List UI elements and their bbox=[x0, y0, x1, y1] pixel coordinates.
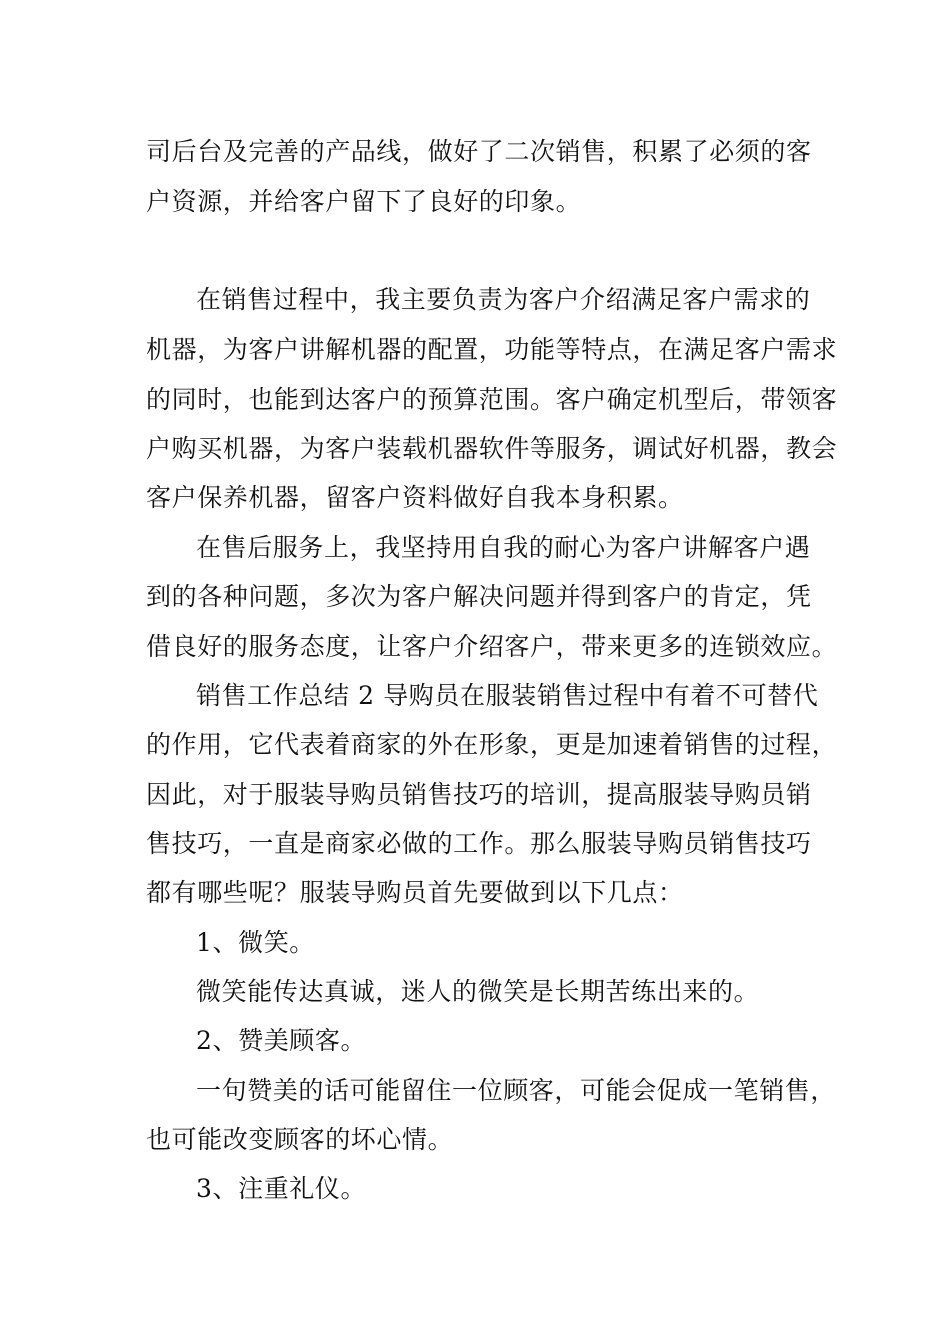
text-line-3: 在销售过程中，我主要负责为客户介绍满足客户需求的 bbox=[196, 285, 811, 314]
text-line-12: 的作用，它代表着商家的外在形象，更是加速着销售的过程， bbox=[146, 730, 838, 759]
text-line-1: 司后台及完善的产品线，做好了二次销售，积累了必须的客 bbox=[146, 137, 812, 166]
text-line-16: 1、微笑。 bbox=[196, 928, 315, 957]
text-line-7: 客户保养机器，留客户资料做好自我本身积累。 bbox=[146, 483, 684, 512]
text-line-5: 的同时，也能到达客户的预算范围。客户确定机型后，带领客 bbox=[146, 385, 838, 414]
text-line-2: 户资源，并给客户留下了良好的印象。 bbox=[146, 187, 582, 216]
text-line-11: 销售工作总结 2 导购员在服装销售过程中有着不可替代 bbox=[196, 681, 819, 710]
text-line-13: 因此，对于服装导购员销售技巧的培训，提高服装导购员销 bbox=[146, 780, 812, 809]
text-line-8: 在售后服务上，我坚持用自我的耐心为客户讲解客户遇 bbox=[196, 533, 811, 562]
text-line-6: 户购买机器，为客户装载机器软件等服务，调试好机器，教会 bbox=[146, 434, 838, 463]
text-line-21: 3、注重礼仪。 bbox=[196, 1174, 367, 1203]
text-line-4: 机器，为客户讲解机器的配置，功能等特点，在满足客户需求 bbox=[146, 335, 838, 364]
text-line-14: 售技巧，一直是商家必做的工作。那么服装导购员销售技巧 bbox=[146, 829, 812, 858]
text-line-17: 微笑能传达真诚，迷人的微笑是长期苦练出来的。 bbox=[196, 977, 760, 1006]
text-line-15: 都有哪些呢？服装导购员首先要做到以下几点： bbox=[146, 878, 684, 907]
text-line-9: 到的各种问题，多次为客户解决问题并得到客户的肯定，凭 bbox=[146, 582, 812, 611]
text-line-18: 2、赞美顾客。 bbox=[196, 1026, 367, 1055]
text-line-19: 一句赞美的话可能留住一位顾客，可能会促成一笔销售， bbox=[196, 1076, 837, 1105]
text-line-10: 借良好的服务态度，让客户介绍客户，带来更多的连锁效应。 bbox=[146, 632, 838, 661]
text-line-20: 也可能改变顾客的坏心情。 bbox=[146, 1125, 454, 1154]
